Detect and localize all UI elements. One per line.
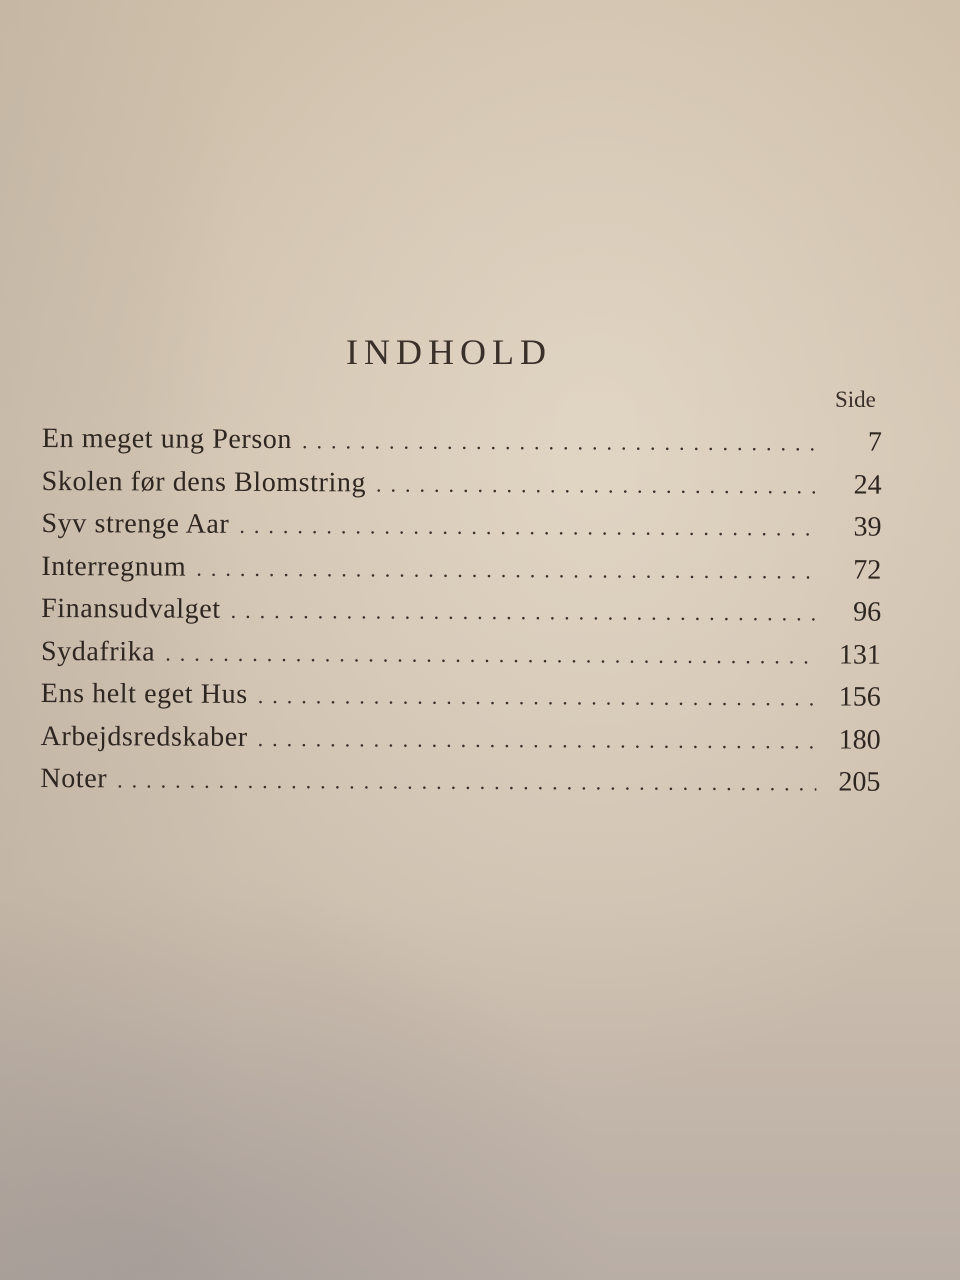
toc-entry-page: 205: [838, 766, 881, 798]
dot-leader: [239, 505, 817, 550]
toc-entry: [41, 715, 881, 761]
toc-entry: [42, 418, 882, 464]
toc-entry: [41, 545, 881, 591]
toc-entry-title: Skolen før dens Blomstring: [41, 465, 367, 498]
page-shadow: [0, 860, 620, 1280]
toc-entry: [42, 460, 882, 506]
toc-entry-title: Finansudvalget: [41, 592, 221, 625]
toc-entry-title: Noter: [40, 762, 108, 795]
toc-entry: [41, 630, 881, 676]
dot-leader: [165, 632, 817, 677]
toc-entry-page: 96: [853, 596, 882, 628]
toc-entry-page: 7: [867, 426, 882, 458]
toc-entry-page: 180: [838, 723, 881, 756]
toc-entry-title: Interregnum: [41, 550, 187, 583]
toc-entry-title: Arbejdsredskaber: [40, 720, 248, 753]
toc-entry-page: 39: [853, 511, 882, 543]
toc-entry-title: Sydafrika: [40, 635, 156, 667]
toc-entry-title: En meget ung Person: [41, 422, 293, 456]
dot-leader: [302, 420, 818, 464]
dot-leader: [258, 717, 817, 761]
page-title: INDHOLD: [346, 332, 552, 372]
toc-entry: [40, 758, 880, 804]
dot-leader: [258, 675, 817, 719]
toc-entry-page: 131: [838, 638, 882, 671]
toc-entry-page: 24: [853, 469, 882, 501]
toc-entry-title: Syv strenge Aar: [41, 507, 230, 540]
dot-leader: [231, 590, 818, 635]
toc-entry-page: 72: [853, 554, 882, 586]
toc-entry-page: 156: [838, 681, 881, 713]
dot-leader: [376, 463, 818, 507]
toc-entry: [41, 588, 881, 634]
toc-entry: [41, 503, 881, 549]
page-column-label: Side: [835, 387, 876, 412]
dot-leader: [117, 759, 816, 804]
toc-entry: [41, 673, 881, 719]
toc-entry-title: Ens helt eget Hus: [40, 677, 248, 710]
dot-leader: [196, 547, 817, 592]
table-of-contents: [40, 418, 882, 804]
